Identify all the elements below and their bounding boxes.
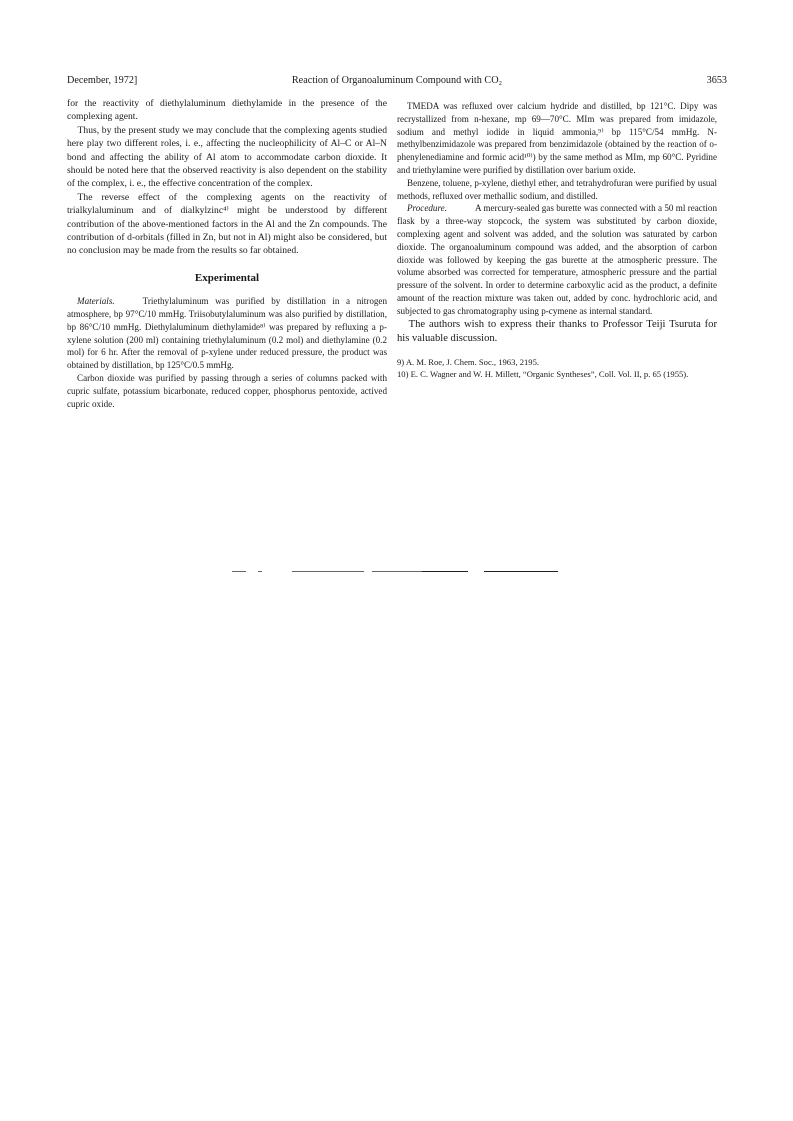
runin-label: Materials. [77, 296, 115, 307]
paragraph: Benzene, toluene, p-xylene, diethyl ether, and tetrahydrofuran were purified by usual methods, refluxed over methallic sodium, and distilled. [397, 177, 717, 201]
section-heading: Experimental [194, 271, 260, 284]
paragraph: TMEDA was refluxed over calcium hydride and distilled, bp 121°C. Dipy was recrystallized from n-hexane, mp 69—70°C. MIm was prepared from imidazole, sodium and methyl iodide in liquid ammonia,⁹⁾ bp 115°C/54 mmHg. N-methylbenzimidazole was prepared from benzimidazole (obtained by the reaction of o-phenylenediamine and formic acid¹⁰⁾) by the same method as MIm, mp 60°C. Pyridine and triethylamine were purified by distillation over barium oxide. [397, 101, 717, 175]
running-header [67, 74, 727, 88]
runin-label: Procedure. [407, 203, 447, 214]
end-rule [484, 571, 558, 572]
reference-item: 9) A. M. Roe, J. Chem. Soc., 1963, 2195. [397, 356, 540, 367]
end-rule [292, 571, 364, 572]
acknowledgement: The authors wish to express their thanks to Professor Teiji Tsuruta for his valuable discussion. [397, 318, 717, 344]
paragraph: The reverse effect of the complexing agents on the reactivity of trialkylaluminum and of dialkylzinc⁴⁾ might be understood by different contribution of the above-mentioned factors in the Al and the Zn compounds. The contribution of d-orbitals (filled in Zn, but not in Al) might also be considered, but no conclusion may be made from the results so far obtained. [67, 191, 387, 257]
header-title: Reaction of Organoaluminum Compound with CO₂ [291, 75, 503, 86]
references [397, 356, 717, 380]
materials-paragraph [67, 295, 387, 372]
end-rule [232, 571, 246, 572]
materials-text: Triethylaluminum was purified by distillation in a nitrogen atmosphere, bp 97°C/10 mmHg. Triisobutylaluminum was also purified by distillation, bp 86°C/10 mmHg. Diethylaluminum diethylamide⁸⁾ was prepared by refluxing a p-xylene solution (200 ml) containing triethylaluminum (0.2 mol) and diethylamine (0.2 mol) for 6 hr. After the removal of p-xylene under reduced pressure, the product was obtained by distillation, bp 125°C/0.5 mmHg. [67, 296, 387, 371]
procedure-text: A mercury-sealed gas burette was connected with a 50 ml reaction flask by a three-way stopcock, the system was substituted by carbon dioxide, complexing agent and solvent was added, and the solution was saturated by carbon dioxide. The organoaluminum compound was added, and the absorption of carbon dioxide was followed by keeping the gas burette at the atmospheric pressure. The volume absorbed was corrected for temperature, atmospheric pressure and the partial pressure of the solvent. In order to determine carboxylic acid as the product, a definite amount of the reaction mixture was taken out, added by conc. hydrochloric acid, and subjected to gas chromatography using p-cymene as internal standard. [397, 203, 717, 316]
page-number: 3653 [706, 75, 727, 86]
end-rule [372, 571, 422, 572]
reference-item: 10) E. C. Wagner and W. H. Millett, “Organic Syntheses”, Coll. Vol. II, p. 65 (1955). [397, 368, 689, 379]
header-date: December, 1972] [67, 75, 138, 86]
end-rule [422, 571, 468, 572]
paragraph: Thus, by the present study we may conclude that the complexing agents studied here play two different roles, i. e., affecting the nucleophilicity of Al–C or Al–N bond and affecting the ability of Al atom to accommodate carbon dioxide. It should be noted here that the observed reactivity is also dependent on the stability of the complex, i. e., the effective concentration of the complex. [67, 124, 387, 190]
right-column [397, 100, 717, 380]
end-rule [258, 571, 262, 572]
paragraph: for the reactivity of diethylaluminum diethylamide in the presence of the complexing agent. [67, 98, 387, 123]
paragraph: Carbon dioxide was purified by passing through a series of columns packed with cupric sulfate, potassium bicarbonate, reduced copper, phosphorus pentoxide, actived cupric oxide. [67, 373, 387, 409]
procedure-paragraph [397, 202, 717, 317]
left-column [67, 97, 387, 410]
